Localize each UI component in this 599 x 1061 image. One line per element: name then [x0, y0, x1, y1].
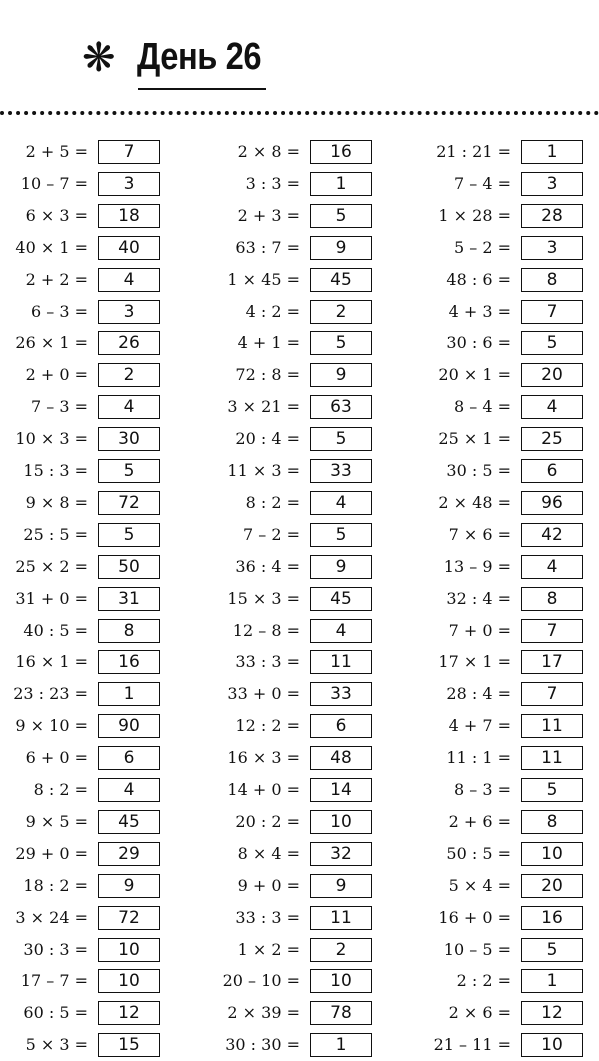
answer-box[interactable]: 5	[310, 427, 372, 451]
answer-box[interactable]: 14	[310, 778, 372, 802]
answer-box[interactable]: 90	[98, 714, 160, 738]
answer-box[interactable]: 25	[521, 427, 583, 451]
answer-box[interactable]: 8	[98, 619, 160, 643]
exercise-expression: 7 – 2 =	[242, 524, 300, 544]
page-title: День 26	[137, 36, 262, 78]
answer-box[interactable]: 9	[310, 555, 372, 579]
exercise-row	[212, 710, 402, 742]
exercise-expression: 3 × 21 =	[227, 397, 300, 417]
exercise-row	[0, 870, 190, 902]
exercise-expression: 8 – 3 =	[453, 780, 511, 799]
exercise-row	[423, 774, 599, 806]
exercise-expression: 20 : 2 =	[235, 811, 300, 831]
answer-box[interactable]: 3	[98, 172, 160, 196]
exercise-expression: 30 : 5 =	[446, 461, 511, 480]
exercise-expression: 17 – 7 =	[20, 971, 88, 991]
exercise-expression: 30 : 6 =	[446, 333, 511, 353]
answer-box[interactable]: 10	[521, 1033, 583, 1057]
exercise-row	[0, 232, 190, 264]
exercise-row	[423, 200, 599, 232]
exercise-expression: 17 × 1 =	[438, 652, 511, 672]
answer-box[interactable]: 10	[521, 842, 583, 866]
exercise-row	[212, 615, 402, 647]
exercise-expression: 33 : 3 =	[235, 652, 300, 672]
exercise-expression: 2 × 6 =	[448, 1003, 511, 1023]
answer-box[interactable]: 5	[310, 523, 372, 547]
exercise-row	[212, 551, 402, 583]
exercise-expression: 8 : 2 =	[245, 492, 300, 512]
exercise-row	[0, 200, 190, 232]
exercise-row	[0, 583, 190, 615]
exercise-row	[212, 902, 402, 934]
exercise-row	[423, 551, 599, 583]
answer-box[interactable]: 10	[98, 938, 160, 962]
exercise-expression: 4 + 3 =	[448, 301, 511, 321]
exercise-row	[423, 455, 599, 487]
exercise-expression: 30 : 3 =	[23, 939, 88, 959]
exercise-row	[212, 870, 402, 902]
exercise-row	[423, 168, 599, 200]
exercise-expression: 30 : 30 =	[225, 1035, 300, 1055]
answer-box[interactable]: 1	[521, 969, 583, 993]
exercise-expression: 40 × 1 =	[15, 237, 88, 257]
exercise-row	[0, 296, 190, 328]
answer-box[interactable]: 6	[310, 714, 372, 738]
answer-box[interactable]: 5	[310, 204, 372, 228]
exercise-row	[212, 232, 402, 264]
exercise-expression: 1 × 45 =	[227, 269, 300, 289]
exercise-row	[0, 391, 190, 423]
exercise-row	[423, 296, 599, 328]
exercise-expression: 50 : 5 =	[446, 843, 511, 863]
exercise-expression: 21 – 11 =	[433, 1035, 511, 1055]
exercise-row	[0, 1029, 190, 1061]
answer-box[interactable]: 7	[98, 140, 160, 164]
answer-box[interactable]: 78	[310, 1001, 372, 1025]
exercise-row	[212, 934, 402, 966]
answer-box[interactable]: 10	[98, 969, 160, 993]
exercise-expression: 5 × 3 =	[25, 1035, 88, 1055]
answer-box[interactable]: 33	[310, 459, 372, 483]
answer-box[interactable]: 45	[310, 587, 372, 611]
answer-box[interactable]: 2	[98, 363, 160, 387]
answer-box[interactable]: 9	[310, 874, 372, 898]
exercise-expression: 29 + 0 =	[15, 843, 88, 863]
exercise-expression: 14 + 0 =	[227, 780, 300, 799]
dotted-divider	[0, 111, 599, 115]
answer-box[interactable]: 9	[310, 236, 372, 260]
exercise-expression: 8 × 4 =	[237, 843, 300, 863]
answer-box[interactable]: 72	[98, 491, 160, 515]
answer-box[interactable]: 33	[310, 682, 372, 706]
title-underline	[138, 88, 266, 90]
exercise-row	[212, 1029, 402, 1061]
exercise-expression: 2 + 3 =	[237, 205, 300, 225]
answer-box[interactable]: 4	[98, 778, 160, 802]
exercise-row	[0, 902, 190, 934]
exercise-expression: 9 + 0 =	[237, 875, 300, 895]
exercise-expression: 12 – 8 =	[232, 620, 300, 640]
exercise-expression: 32 : 4 =	[446, 588, 511, 608]
exercise-row	[423, 615, 599, 647]
answer-box[interactable]: 32	[310, 842, 372, 866]
exercise-row	[0, 934, 190, 966]
exercise-row	[212, 838, 402, 870]
exercise-row	[423, 710, 599, 742]
answer-box[interactable]: 10	[310, 810, 372, 834]
exercise-row	[212, 965, 402, 997]
exercise-row	[212, 519, 402, 551]
exercise-row	[423, 264, 599, 296]
exercise-row	[0, 264, 190, 296]
exercise-row	[0, 423, 190, 455]
exercise-expression: 3 × 24 =	[15, 907, 88, 927]
exercise-row	[212, 200, 402, 232]
answer-box[interactable]: 4	[98, 268, 160, 292]
exercise-expression: 2 × 39 =	[227, 1003, 300, 1023]
answer-box[interactable]: 20	[521, 874, 583, 898]
exercise-row	[0, 742, 190, 774]
answer-box[interactable]: 45	[310, 268, 372, 292]
exercise-row	[423, 391, 599, 423]
exercise-expression: 12 : 2 =	[235, 716, 300, 736]
exercise-row	[212, 359, 402, 391]
exercise-row	[0, 615, 190, 647]
exercise-row	[0, 168, 190, 200]
answer-box[interactable]: 16	[521, 906, 583, 930]
exercise-row	[0, 359, 190, 391]
exercise-row	[212, 168, 402, 200]
exercise-row	[0, 838, 190, 870]
exercise-row	[212, 391, 402, 423]
exercise-expression: 2 : 2 =	[456, 971, 511, 991]
answer-box[interactable]: 48	[310, 746, 372, 770]
answer-box[interactable]: 15	[98, 1033, 160, 1057]
exercise-expression: 11 × 3 =	[227, 461, 300, 480]
answer-box[interactable]: 10	[310, 969, 372, 993]
exercise-expression: 2 × 48 =	[438, 492, 511, 512]
answer-box[interactable]: 12	[521, 1001, 583, 1025]
exercise-expression: 2 + 2 =	[25, 269, 88, 289]
exercise-row	[0, 487, 190, 519]
answer-box[interactable]: 63	[310, 395, 372, 419]
answer-box[interactable]: 42	[521, 523, 583, 547]
answer-box[interactable]: 11	[310, 906, 372, 930]
exercise-expression: 25 : 5 =	[23, 524, 88, 544]
exercise-expression: 7 – 4 =	[453, 173, 511, 193]
exercise-expression: 16 × 3 =	[227, 748, 300, 768]
answer-box[interactable]: 31	[98, 587, 160, 611]
exercise-row	[212, 742, 402, 774]
exercise-row	[423, 423, 599, 455]
exercise-row	[212, 774, 402, 806]
exercise-expression: 21 : 21 =	[436, 142, 511, 161]
exercise-row	[0, 806, 190, 838]
exercise-row	[0, 646, 190, 678]
exercise-expression: 7 + 0 =	[448, 620, 511, 640]
answer-box[interactable]: 9	[98, 874, 160, 898]
exercise-expression: 15 × 3 =	[227, 588, 300, 608]
exercise-row	[212, 487, 402, 519]
exercise-row	[423, 997, 599, 1029]
exercise-expression: 9 × 8 =	[25, 492, 88, 512]
exercise-expression: 60 : 5 =	[23, 1003, 88, 1023]
exercise-expression: 8 : 2 =	[33, 780, 88, 799]
exercise-row	[212, 264, 402, 296]
exercise-expression: 10 – 7 =	[20, 173, 88, 193]
exercise-expression: 3 : 3 =	[245, 173, 300, 193]
answer-box[interactable]: 26	[98, 331, 160, 355]
exercise-expression: 4 + 7 =	[448, 716, 511, 736]
answer-box[interactable]: 96	[521, 491, 583, 515]
answer-box[interactable]: 3	[98, 300, 160, 324]
answer-box[interactable]: 45	[98, 810, 160, 834]
exercise-expression: 15 : 3 =	[23, 461, 88, 480]
exercise-row	[423, 902, 599, 934]
exercise-expression: 2 + 5 =	[25, 142, 88, 161]
answer-box[interactable]: 8	[521, 268, 583, 292]
answer-box[interactable]: 50	[98, 555, 160, 579]
answer-box[interactable]: 30	[98, 427, 160, 451]
exercise-expression: 20 × 1 =	[438, 365, 511, 385]
exercise-expression: 72 : 8 =	[235, 365, 300, 385]
exercise-expression: 2 × 8 =	[237, 142, 300, 161]
exercise-expression: 6 – 3 =	[30, 301, 88, 321]
exercise-row	[212, 678, 402, 710]
exercise-row	[423, 1029, 599, 1061]
answer-box[interactable]: 4	[310, 491, 372, 515]
answer-box[interactable]: 16	[310, 140, 372, 164]
exercise-expression: 13 – 9 =	[443, 556, 511, 576]
exercise-row	[423, 678, 599, 710]
exercise-expression: 33 + 0 =	[227, 684, 300, 704]
answer-box[interactable]: 20	[521, 363, 583, 387]
exercise-row	[212, 806, 402, 838]
answer-box[interactable]: 2	[310, 300, 372, 324]
exercise-expression: 7 – 3 =	[30, 397, 88, 417]
exercise-row	[0, 519, 190, 551]
exercise-row	[212, 646, 402, 678]
answer-box[interactable]: 3	[521, 236, 583, 260]
exercise-expression: 40 : 5 =	[23, 620, 88, 640]
exercise-expression: 26 × 1 =	[15, 333, 88, 353]
exercise-row	[423, 359, 599, 391]
exercise-expression: 11 : 1 =	[446, 748, 511, 768]
exercise-row	[423, 646, 599, 678]
exercise-expression: 2 + 0 =	[25, 365, 88, 385]
exercise-expression: 9 × 10 =	[15, 716, 88, 736]
answer-box[interactable]: 9	[310, 363, 372, 387]
answer-box[interactable]: 5	[521, 331, 583, 355]
answer-box[interactable]: 4	[98, 395, 160, 419]
exercise-row	[423, 870, 599, 902]
answer-box[interactable]: 8	[521, 810, 583, 834]
answer-box[interactable]: 11	[310, 650, 372, 674]
exercise-expression: 16 + 0 =	[438, 907, 511, 927]
exercise-row	[212, 327, 402, 359]
answer-box[interactable]: 2	[310, 938, 372, 962]
answer-box[interactable]: 12	[98, 1001, 160, 1025]
exercise-expression: 5 – 2 =	[453, 237, 511, 257]
exercise-row	[423, 232, 599, 264]
exercise-row	[0, 997, 190, 1029]
exercise-row	[423, 838, 599, 870]
answer-box[interactable]: 40	[98, 236, 160, 260]
exercise-row	[0, 678, 190, 710]
exercise-expression: 20 : 4 =	[235, 429, 300, 449]
exercise-row	[423, 327, 599, 359]
answer-box[interactable]: 5	[98, 459, 160, 483]
answer-box[interactable]: 5	[310, 331, 372, 355]
exercise-expression: 9 × 5 =	[25, 811, 88, 831]
answer-box[interactable]: 6	[98, 746, 160, 770]
exercise-row	[423, 583, 599, 615]
answer-box[interactable]: 5	[521, 938, 583, 962]
answer-box[interactable]: 1	[310, 1033, 372, 1057]
exercise-row	[0, 136, 190, 168]
exercise-expression: 63 : 7 =	[235, 237, 300, 257]
answer-box[interactable]: 11	[521, 714, 583, 738]
answer-box[interactable]: 3	[521, 172, 583, 196]
exercise-row	[423, 136, 599, 168]
answer-box[interactable]: 7	[521, 619, 583, 643]
exercise-expression: 6 × 3 =	[25, 205, 88, 225]
exercise-expression: 8 – 4 =	[453, 397, 511, 417]
answer-box[interactable]: 17	[521, 650, 583, 674]
answer-box[interactable]: 11	[521, 746, 583, 770]
exercise-expression: 31 + 0 =	[15, 588, 88, 608]
exercise-row	[0, 710, 190, 742]
exercise-row	[212, 136, 402, 168]
exercise-expression: 2 + 6 =	[448, 811, 511, 831]
exercise-row	[423, 806, 599, 838]
exercise-expression: 1 × 28 =	[438, 205, 511, 225]
answer-box[interactable]: 6	[521, 459, 583, 483]
answer-box[interactable]: 29	[98, 842, 160, 866]
answer-box[interactable]: 1	[310, 172, 372, 196]
exercise-expression: 4 + 1 =	[237, 333, 300, 353]
answer-box[interactable]: 1	[521, 140, 583, 164]
exercise-expression: 25 × 1 =	[438, 429, 511, 449]
answer-box[interactable]: 18	[98, 204, 160, 228]
exercise-row	[0, 774, 190, 806]
exercise-row	[212, 423, 402, 455]
exercise-expression: 7 × 6 =	[448, 524, 511, 544]
exercise-row	[212, 296, 402, 328]
exercise-expression: 16 × 1 =	[15, 652, 88, 672]
exercise-row	[0, 965, 190, 997]
answer-box[interactable]: 16	[98, 650, 160, 674]
exercise-row	[212, 455, 402, 487]
answer-box[interactable]: 7	[521, 300, 583, 324]
answer-box[interactable]: 5	[521, 778, 583, 802]
exercise-row	[423, 934, 599, 966]
exercise-expression: 20 – 10 =	[222, 971, 300, 991]
exercise-row	[423, 742, 599, 774]
exercise-row	[212, 583, 402, 615]
exercise-row	[212, 997, 402, 1029]
page-header	[0, 0, 599, 120]
answer-box[interactable]: 8	[521, 587, 583, 611]
exercise-row	[0, 327, 190, 359]
answer-box[interactable]: 4	[521, 395, 583, 419]
answer-box[interactable]: 4	[521, 555, 583, 579]
answer-box[interactable]: 72	[98, 906, 160, 930]
exercise-expression: 6 + 0 =	[25, 748, 88, 768]
asterisk-flower-icon: ❋	[82, 35, 116, 81]
exercise-expression: 48 : 6 =	[446, 269, 511, 289]
answer-box[interactable]: 28	[521, 204, 583, 228]
answer-box[interactable]: 1	[98, 682, 160, 706]
exercise-expression: 28 : 4 =	[446, 684, 511, 704]
exercise-expression: 23 : 23 =	[13, 684, 88, 704]
exercise-row	[423, 487, 599, 519]
exercise-expression: 10 × 3 =	[15, 429, 88, 449]
answer-box[interactable]: 5	[98, 523, 160, 547]
exercise-row	[423, 965, 599, 997]
exercise-expression: 4 : 2 =	[245, 301, 300, 321]
exercise-row	[0, 455, 190, 487]
exercise-row	[423, 519, 599, 551]
exercise-expression: 25 × 2 =	[15, 556, 88, 576]
exercise-expression: 36 : 4 =	[235, 556, 300, 576]
exercise-expression: 33 : 3 =	[235, 907, 300, 927]
exercise-expression: 5 × 4 =	[448, 875, 511, 895]
answer-box[interactable]: 7	[521, 682, 583, 706]
answer-box[interactable]: 4	[310, 619, 372, 643]
exercise-expression: 18 : 2 =	[23, 875, 88, 895]
exercise-expression: 10 – 5 =	[443, 939, 511, 959]
exercise-row	[0, 551, 190, 583]
exercise-expression: 1 × 2 =	[237, 939, 300, 959]
